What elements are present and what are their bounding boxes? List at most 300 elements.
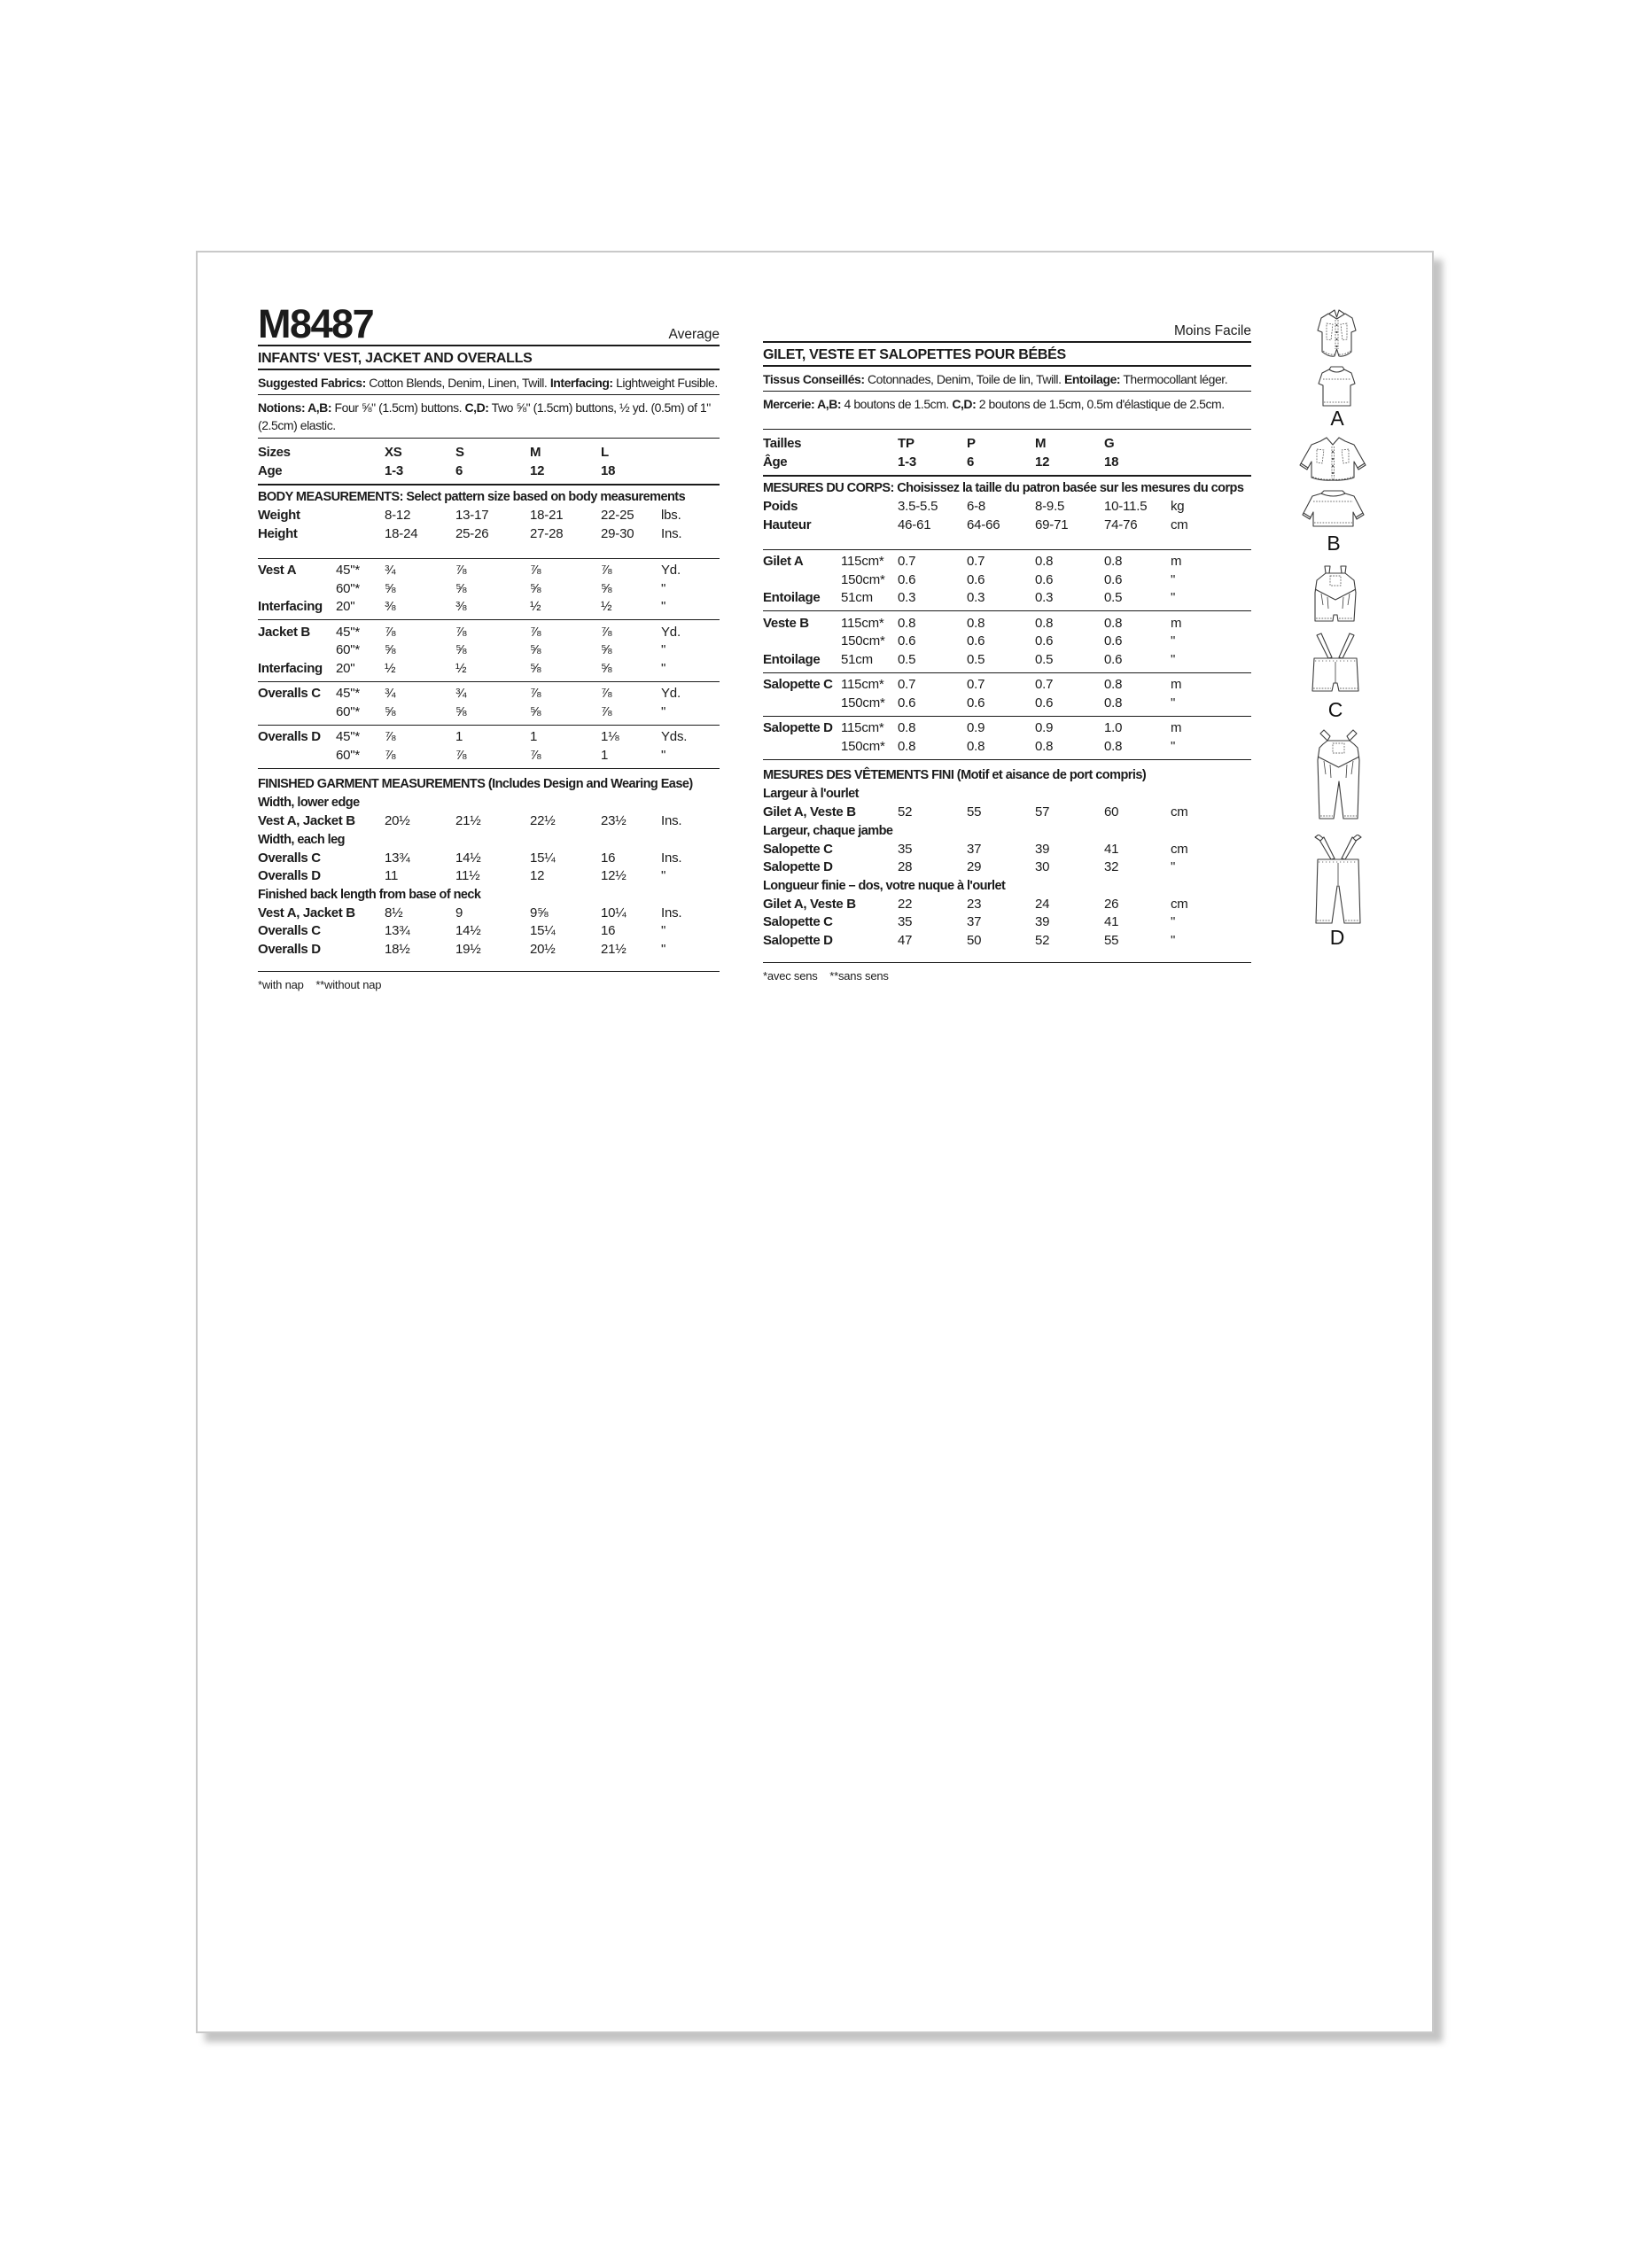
table-row xyxy=(258,905,720,923)
french-column xyxy=(763,306,1251,983)
value-cell: 22-25 xyxy=(601,508,634,523)
table-divider xyxy=(763,475,1251,477)
unit-cell: " xyxy=(1171,571,1176,587)
row-label: Height xyxy=(258,525,298,541)
english-column xyxy=(258,301,720,991)
value-cell: 60 xyxy=(1104,804,1119,819)
table-divider xyxy=(763,549,1251,550)
value-cell: 16 xyxy=(601,923,616,938)
value-cell: ⅝ xyxy=(530,660,541,676)
value-cell: 52 xyxy=(1035,932,1050,948)
table-divider xyxy=(258,619,720,620)
row-label: Hauteur xyxy=(763,517,812,532)
value-cell: 0.8 xyxy=(1104,695,1123,711)
table-subheader: Largeur à l'ourlet xyxy=(763,787,859,801)
unit-cell: Yd. xyxy=(661,563,681,578)
table-spacer xyxy=(258,959,720,967)
table-section-header: MESURES DES VÊTEMENTS FINI (Motif et aisance de port compris) xyxy=(763,768,1147,782)
table-row xyxy=(763,615,1251,633)
value-cell: L xyxy=(601,445,609,460)
notions-lead: Notions: A,B: xyxy=(258,400,332,415)
row-label: Interfacing xyxy=(258,599,323,614)
table-divider xyxy=(258,725,720,726)
value-cell: ⅝ xyxy=(385,703,396,719)
value-cell: ½ xyxy=(385,660,396,676)
value-cell: P xyxy=(967,436,976,451)
row-label: Vest A xyxy=(258,563,297,578)
value-cell: 37 xyxy=(967,841,982,857)
unit-cell: " xyxy=(1171,633,1176,649)
unit-cell xyxy=(661,462,720,481)
value-cell: 52 xyxy=(898,804,913,819)
value-cell xyxy=(336,444,385,462)
value-cell: 16 xyxy=(601,850,616,866)
unit-cell: cm xyxy=(1171,517,1188,532)
table-row xyxy=(763,498,1251,517)
value-cell: 0.8 xyxy=(1104,554,1123,569)
row-label: Overalls C xyxy=(258,686,321,701)
table-row xyxy=(763,454,1251,472)
value-cell: 150cm* xyxy=(841,738,885,754)
table-row xyxy=(258,850,720,868)
value-cell: 23 xyxy=(967,896,982,912)
value-cell: 0.8 xyxy=(1035,554,1054,569)
value-cell: M xyxy=(530,445,541,460)
value-cell: 50 xyxy=(967,932,982,948)
value-cell: 55 xyxy=(967,804,982,819)
value-cell: 25-26 xyxy=(455,525,489,541)
unit-cell: " xyxy=(1171,914,1176,929)
unit-cell: " xyxy=(661,599,666,614)
table-row xyxy=(258,507,720,525)
value-cell: 0.5 xyxy=(898,651,916,667)
value-cell: 0.7 xyxy=(967,554,985,569)
value-cell: ¾ xyxy=(455,686,467,701)
value-cell: 0.6 xyxy=(1035,633,1054,649)
value-cell: 0.6 xyxy=(967,695,985,711)
value-cell xyxy=(841,435,898,454)
value-cell: ⅞ xyxy=(455,624,467,640)
value-cell: ⅞ xyxy=(455,563,467,578)
value-cell: 19½ xyxy=(455,941,481,957)
value-cell xyxy=(336,462,385,481)
row-label xyxy=(258,747,336,765)
value-cell: ⅜ xyxy=(385,599,396,614)
value-cell: 45"* xyxy=(336,729,361,744)
value-cell: 69-71 xyxy=(1035,517,1069,532)
table-row xyxy=(763,896,1251,914)
row-label: Entoilage xyxy=(763,590,821,605)
value-cell: 150cm* xyxy=(841,695,885,711)
value-cell: 23½ xyxy=(601,813,627,828)
unit-cell xyxy=(1171,454,1251,472)
value-cell: 0.8 xyxy=(967,738,985,754)
unit-cell: m xyxy=(1171,615,1182,631)
row-label: Tailles xyxy=(763,436,802,451)
row-label: Overalls C xyxy=(258,850,321,866)
unit-cell: lbs. xyxy=(661,508,681,523)
table-row xyxy=(763,676,1251,695)
table-row xyxy=(258,562,720,580)
value-cell: 18-21 xyxy=(530,508,564,523)
row-label xyxy=(763,633,841,651)
jacket-front-drawing-icon xyxy=(1295,436,1371,485)
row-label: Sizes xyxy=(258,445,291,460)
pattern-envelope-back-page xyxy=(196,251,1434,2033)
nap-footnote-fr: *avec sens **sans sens xyxy=(763,969,889,983)
row-label xyxy=(763,571,841,590)
value-cell: ⅞ xyxy=(601,686,612,701)
table-row xyxy=(258,525,720,544)
table-divider xyxy=(258,681,720,682)
table-divider xyxy=(258,558,720,559)
notions-cd-lead: C,D: xyxy=(464,400,489,415)
value-cell: ⅝ xyxy=(601,580,612,596)
value-cell: 35 xyxy=(898,841,913,857)
unit-cell: " xyxy=(1171,695,1176,711)
value-cell: 0.6 xyxy=(1104,651,1123,667)
value-cell xyxy=(841,896,898,914)
value-cell: ⅞ xyxy=(385,729,396,744)
table-divider xyxy=(258,971,720,972)
value-cell: 18 xyxy=(1104,454,1119,470)
table-row xyxy=(258,641,720,660)
row-label: Overalls D xyxy=(258,868,321,883)
table-row xyxy=(763,517,1251,535)
value-cell: 0.5 xyxy=(1104,590,1123,605)
mercerie-text: 4 boutons de 1.5cm. xyxy=(841,397,953,411)
entoilage-lead: Entoilage: xyxy=(1063,372,1121,386)
value-cell: 15¼ xyxy=(530,923,556,938)
value-cell: 37 xyxy=(967,914,982,929)
table-subheader: Finished back length from base of neck xyxy=(258,887,481,902)
jacket-back-drawing-icon xyxy=(1298,489,1368,532)
row-label: Salopette D xyxy=(763,932,833,948)
unit-cell: " xyxy=(661,642,666,657)
value-cell: 115cm* xyxy=(841,615,884,631)
value-cell: ⅝ xyxy=(385,642,396,657)
value-cell: ⅞ xyxy=(530,563,541,578)
value-cell: 115cm* xyxy=(841,720,884,735)
value-cell: 32 xyxy=(1104,859,1119,874)
table-row xyxy=(763,695,1251,713)
table-spacer xyxy=(763,950,1251,959)
unit-cell: " xyxy=(661,941,666,957)
value-cell: 20½ xyxy=(385,813,410,828)
value-cell: ⅝ xyxy=(385,580,396,596)
table-row xyxy=(258,624,720,642)
table-section-header: FINISHED GARMENT MEASUREMENTS (Includes Design and Wearing Ease) xyxy=(258,777,693,791)
long-overalls-back-drawing-icon xyxy=(1313,835,1363,927)
view-label-b: B xyxy=(1327,532,1341,555)
value-cell xyxy=(336,867,385,886)
table-row xyxy=(763,841,1251,859)
value-cell: 64-66 xyxy=(967,517,1000,532)
mercerie-cd-text: 2 boutons de 1.5cm, 0.5m d'élastique de 2.5cm. xyxy=(976,397,1225,411)
table-row xyxy=(258,462,720,481)
value-cell: 18-24 xyxy=(385,525,418,541)
unit-cell: Ins. xyxy=(661,813,682,828)
table-divider xyxy=(258,768,720,769)
table-subheader: Largeur, chaque jambe xyxy=(763,823,893,838)
value-cell xyxy=(841,841,898,859)
value-cell: 60"* xyxy=(336,747,361,763)
value-cell: 11½ xyxy=(455,868,480,883)
row-label xyxy=(258,641,336,660)
value-cell: 28 xyxy=(898,859,913,874)
value-cell: 1.0 xyxy=(1104,720,1123,735)
table-divider xyxy=(763,716,1251,717)
value-cell: 0.8 xyxy=(898,615,916,631)
unit-cell xyxy=(1171,435,1251,454)
value-cell: 0.9 xyxy=(967,720,985,735)
table-row xyxy=(258,444,720,462)
unit-cell: " xyxy=(1171,859,1176,874)
mercerie-cd-lead: C,D: xyxy=(952,397,977,411)
value-cell: 39 xyxy=(1035,841,1050,857)
suggested-fabrics-line xyxy=(258,370,720,395)
value-cell: ⅞ xyxy=(530,624,541,640)
unit-cell: " xyxy=(661,868,666,883)
value-cell: 3.5-5.5 xyxy=(898,499,938,514)
value-cell: 0.8 xyxy=(898,720,916,735)
row-label: Veste B xyxy=(763,615,809,631)
row-label xyxy=(258,703,336,722)
value-cell: G xyxy=(1104,436,1115,451)
row-label xyxy=(763,695,841,713)
value-cell: 0.6 xyxy=(898,633,916,649)
view-label-c: C xyxy=(1327,698,1343,721)
value-cell: 12 xyxy=(530,462,545,478)
unit-cell: " xyxy=(1171,738,1176,754)
interfacing-text: Lightweight Fusible. xyxy=(612,376,718,390)
value-cell: 14½ xyxy=(455,850,481,866)
value-cell: 10-11.5 xyxy=(1104,499,1148,514)
value-cell: 22 xyxy=(898,896,913,912)
value-cell: 0.6 xyxy=(1104,571,1123,587)
value-cell: ⅜ xyxy=(455,599,467,614)
value-cell: 47 xyxy=(898,932,913,948)
value-cell xyxy=(841,517,898,535)
value-cell: 24 xyxy=(1035,896,1050,912)
value-cell: 51cm xyxy=(841,590,873,605)
value-cell: ⅞ xyxy=(601,563,612,578)
value-cell: 27-28 xyxy=(530,525,564,541)
value-cell: 21½ xyxy=(601,941,627,957)
value-cell xyxy=(336,507,385,525)
table-row xyxy=(258,703,720,722)
value-cell: 9⅝ xyxy=(530,905,549,920)
nap-footnote-en: *with nap **without nap xyxy=(258,978,382,991)
value-cell xyxy=(336,905,385,923)
value-cell: 26 xyxy=(1104,896,1119,912)
value-cell: 8-9.5 xyxy=(1035,499,1065,514)
table-subheader: Longueur finie – dos, votre nuque à l'ourlet xyxy=(763,878,1006,893)
value-cell: 74-76 xyxy=(1104,517,1138,532)
tissus-text: Cotonnades, Denim, Toile de lin, Twill. xyxy=(864,372,1064,386)
value-cell: 0.6 xyxy=(1035,571,1054,587)
value-cell: 60"* xyxy=(336,703,361,719)
unit-cell: m xyxy=(1171,554,1182,569)
value-cell: 13-17 xyxy=(455,508,489,523)
value-cell: 35 xyxy=(898,914,913,929)
unit-cell: " xyxy=(1171,590,1176,605)
value-cell: 12 xyxy=(1035,454,1050,470)
value-cell xyxy=(841,932,898,951)
row-label: Overalls D xyxy=(258,941,321,957)
value-cell: 20" xyxy=(336,660,355,676)
mercerie-lead: Mercerie: A,B: xyxy=(763,397,842,411)
value-cell: 11 xyxy=(385,868,399,883)
value-cell: ⅝ xyxy=(455,580,467,596)
value-cell: 21½ xyxy=(455,813,481,828)
value-cell: 29-30 xyxy=(601,525,634,541)
value-cell: 51cm xyxy=(841,651,873,667)
vest-back-drawing-icon xyxy=(1314,366,1359,411)
row-label: Salopette C xyxy=(763,841,833,857)
value-cell: 0.6 xyxy=(898,571,916,587)
row-label: Weight xyxy=(258,508,300,523)
value-cell: 0.8 xyxy=(898,738,916,754)
difficulty-label-en: Average xyxy=(668,327,720,342)
unit-cell: " xyxy=(661,703,666,719)
value-cell: ⅝ xyxy=(601,642,612,657)
unit-cell: " xyxy=(661,660,666,676)
value-cell: ⅝ xyxy=(455,703,467,719)
table-section-header: BODY MEASUREMENTS: Select pattern size based on body measurements xyxy=(258,490,686,504)
row-label: Salopette D xyxy=(763,859,833,874)
row-label: Âge xyxy=(763,454,788,470)
row-label: Salopette D xyxy=(763,720,833,735)
value-cell: ⅝ xyxy=(455,642,467,657)
value-cell: 0.6 xyxy=(967,633,985,649)
table-row xyxy=(258,598,720,617)
short-overalls-back-drawing-icon xyxy=(1310,632,1361,697)
value-cell: 0.3 xyxy=(1035,590,1054,605)
table-row xyxy=(258,747,720,765)
unit-cell xyxy=(661,444,720,462)
fabrics-text: Cotton Blends, Denim, Linen, Twill. xyxy=(365,376,550,390)
value-cell: 20" xyxy=(336,599,355,614)
value-cell: 0.6 xyxy=(1104,633,1123,649)
value-cell: 12 xyxy=(530,868,545,883)
table-row xyxy=(763,719,1251,738)
table-row xyxy=(258,922,720,941)
value-cell xyxy=(336,850,385,868)
value-cell: ¾ xyxy=(385,563,396,578)
value-cell: 57 xyxy=(1035,804,1050,819)
value-cell: ½ xyxy=(601,599,612,614)
pattern-number: M8487 xyxy=(258,301,374,346)
masthead-fr xyxy=(763,306,1251,343)
value-cell xyxy=(841,498,898,517)
row-label: Overalls C xyxy=(258,923,321,938)
table-row xyxy=(258,660,720,679)
value-cell: TP xyxy=(898,436,915,451)
value-cell: 29 xyxy=(967,859,982,874)
table-spacer xyxy=(763,534,1251,546)
table-row xyxy=(763,913,1251,932)
value-cell: ⅞ xyxy=(601,703,612,719)
table-row xyxy=(763,571,1251,590)
table-row xyxy=(763,738,1251,757)
unit-cell: Ins. xyxy=(661,850,682,866)
row-label xyxy=(258,580,336,599)
long-overalls-front-drawing-icon xyxy=(1316,728,1361,824)
value-cell: 13¾ xyxy=(385,923,410,938)
value-cell: 6 xyxy=(455,462,463,478)
value-cell: 30 xyxy=(1035,859,1050,874)
value-cell: 0.5 xyxy=(1035,651,1054,667)
value-cell: 45"* xyxy=(336,624,361,640)
value-cell: S xyxy=(455,445,464,460)
value-cell: 0.8 xyxy=(1104,677,1123,692)
value-cell: 10¼ xyxy=(601,905,627,920)
value-cell: 0.7 xyxy=(898,554,916,569)
value-cell: 55 xyxy=(1104,932,1119,948)
row-label: Interfacing xyxy=(258,660,323,676)
value-cell: 8½ xyxy=(385,905,403,920)
value-cell: 0.8 xyxy=(1035,738,1054,754)
value-cell: 1-3 xyxy=(898,454,917,470)
unit-cell: " xyxy=(661,580,666,596)
table-subheader: Width, each leg xyxy=(258,832,345,847)
value-cell: ⅝ xyxy=(530,580,541,596)
view-label-a: A xyxy=(1330,407,1344,430)
value-cell: 60"* xyxy=(336,642,361,657)
table-row xyxy=(763,932,1251,951)
unit-cell: m xyxy=(1171,720,1182,735)
unit-cell: cm xyxy=(1171,804,1188,819)
table-divider xyxy=(763,759,1251,760)
value-cell: 0.8 xyxy=(1035,615,1054,631)
value-cell: 0.6 xyxy=(898,695,916,711)
value-cell: 150cm* xyxy=(841,571,885,587)
english-measurement-table xyxy=(258,439,720,972)
value-cell: 22½ xyxy=(530,813,556,828)
value-cell xyxy=(336,812,385,831)
value-cell: 0.9 xyxy=(1035,720,1054,735)
value-cell: 60"* xyxy=(336,580,361,596)
value-cell: 1-3 xyxy=(385,462,404,478)
table-row xyxy=(763,435,1251,454)
value-cell: 9 xyxy=(455,905,463,920)
garment-title-fr: GILET, VESTE ET SALOPETTES POUR BÉBÉS xyxy=(763,343,1251,367)
value-cell: 46-61 xyxy=(898,517,931,532)
value-cell: ⅝ xyxy=(530,642,541,657)
difficulty-label-fr: Moins Facile xyxy=(1174,323,1251,338)
row-label: Overalls D xyxy=(258,729,321,744)
value-cell: ⅞ xyxy=(530,747,541,763)
value-cell: 0.7 xyxy=(967,677,985,692)
value-cell: ⅞ xyxy=(601,624,612,640)
value-cell: 6-8 xyxy=(967,499,986,514)
value-cell: 18 xyxy=(601,462,616,478)
value-cell: ½ xyxy=(455,660,467,676)
value-cell: 1⅛ xyxy=(601,729,619,744)
notions-line xyxy=(258,395,720,439)
short-overalls-front-drawing-icon xyxy=(1311,564,1360,625)
table-row xyxy=(763,858,1251,877)
row-label: Entoilage xyxy=(763,651,821,667)
value-cell: ⅞ xyxy=(385,747,396,763)
unit-cell: Yd. xyxy=(661,624,681,640)
row-label: Gilet A xyxy=(763,554,804,569)
table-section-header: MESURES DU CORPS: Choisissez la taille du patron basée sur les mesures du corps xyxy=(763,481,1244,495)
table-row xyxy=(258,812,720,831)
value-cell: ½ xyxy=(530,599,541,614)
value-cell: 0.7 xyxy=(1035,677,1054,692)
